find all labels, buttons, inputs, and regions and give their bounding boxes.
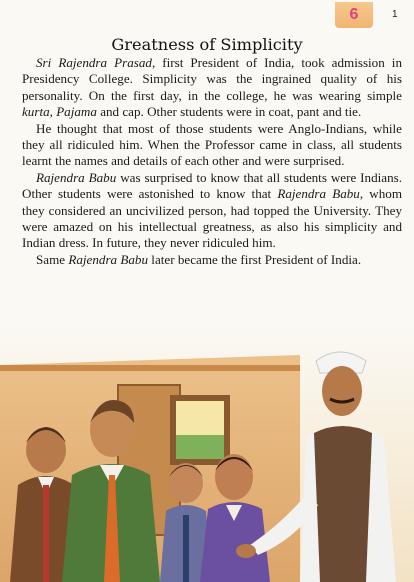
text-run: ,: [49, 104, 57, 120]
story-paragraph: [22, 170, 402, 252]
italic-text: Rajendra Babu: [277, 186, 360, 202]
story-paragraph: [22, 252, 402, 268]
text-run: later became the first President of India.: [148, 251, 362, 267]
text-run: Same: [36, 251, 69, 267]
chapter-tab: [335, 2, 373, 28]
story-paragraph: [22, 55, 402, 121]
page-number: 1: [392, 9, 398, 20]
text-run: , first President of India, took admission in Presidency College. Simplicity was the ingrained quality of his personality. On the first day, in the college, he was wearing simple: [22, 55, 402, 103]
italic-text: Pajama: [56, 104, 97, 120]
italic-text: Sri Rajendra Prasad: [36, 55, 152, 70]
chapter-number: 6: [349, 6, 359, 23]
text-run: and cap. Other students were in coat, pant and tie.: [96, 104, 362, 120]
text-run: was surprised to know that all students were Indians. Other students were astonished to know that: [22, 169, 402, 202]
story-title: Greatness of Simplicity: [111, 35, 303, 54]
story-paragraph: [22, 121, 402, 170]
italic-text: kurta: [22, 104, 50, 120]
italic-text: Rajendra Babu: [36, 169, 117, 185]
italic-text: Rajendra Babu: [68, 251, 149, 267]
classroom-illustration: [0, 325, 414, 582]
text-run: , whom they considered an uncivilized person, had topped the University. They were amazed on his intellectual greatness, as also his simplicity and Indian dress. In future, they never ridiculed him.: [22, 186, 403, 251]
text-run: He thought that most of those students were Anglo-Indians, while they all ridiculed him. When the Professor came in class, all students learnt the names and details of each other and were surprised.: [22, 120, 402, 169]
story-text: [22, 55, 402, 268]
